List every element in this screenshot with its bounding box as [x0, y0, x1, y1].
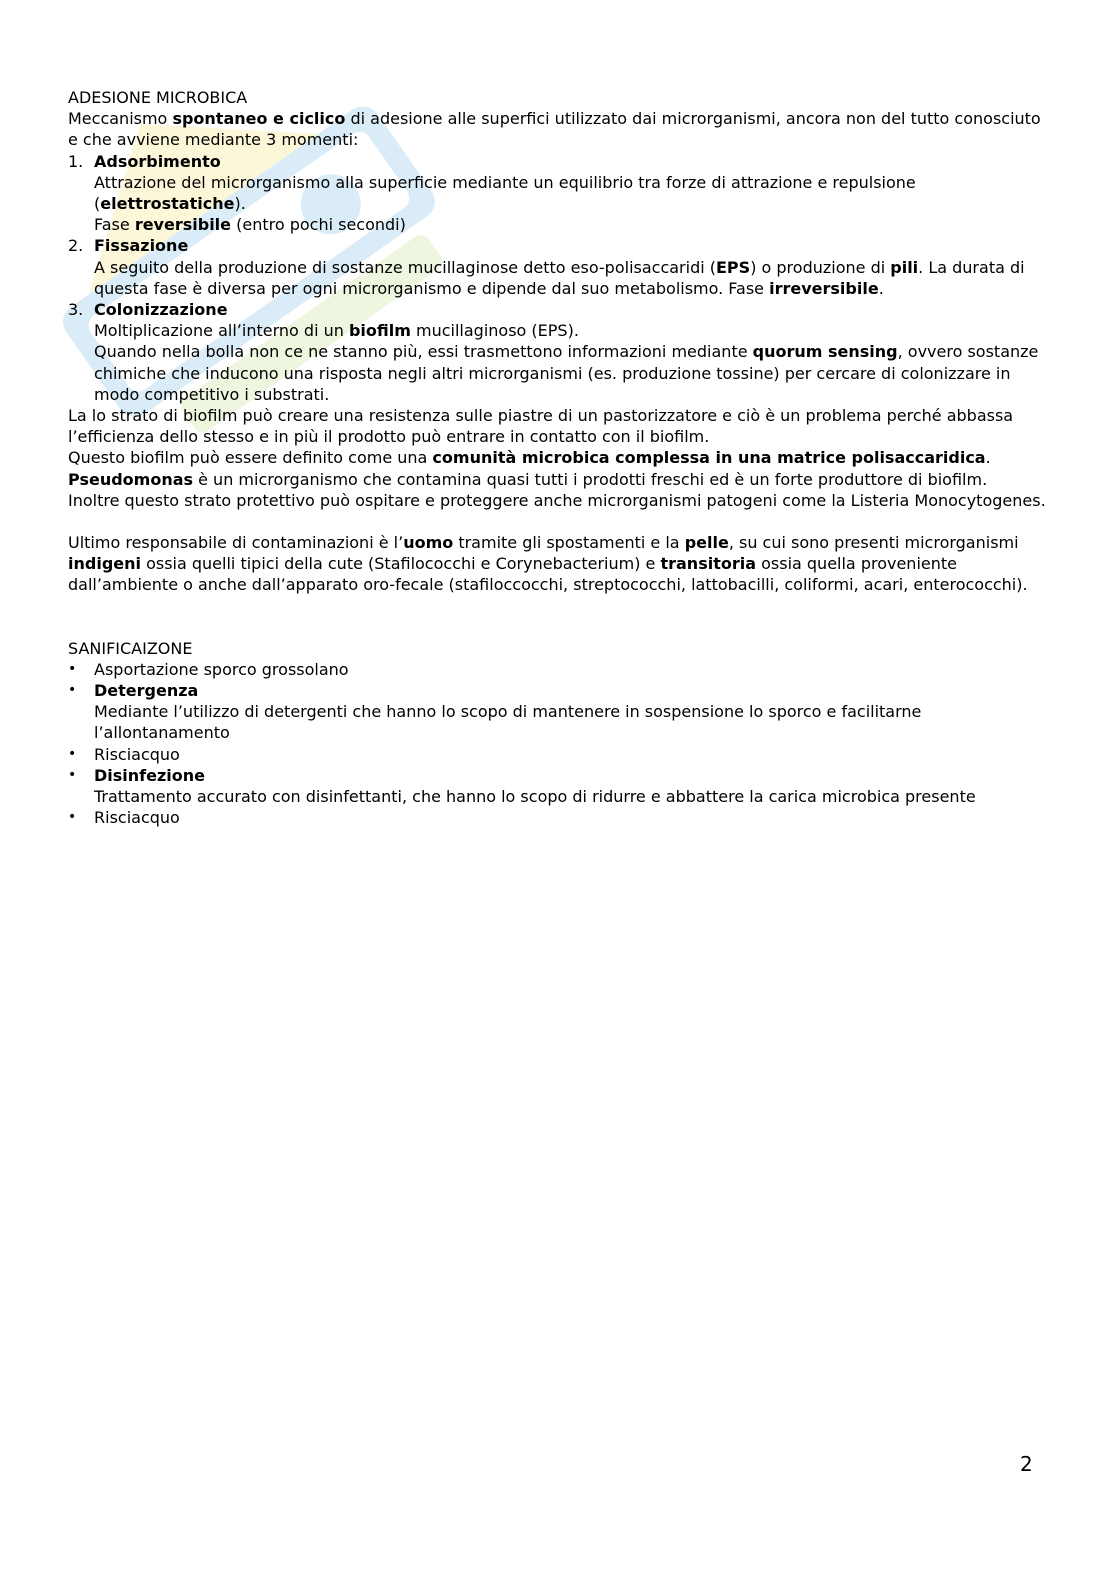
text-run: ossia quelli tipici della cute (Stafilococchi e Corynebacterium) e: [141, 554, 661, 574]
bold-text: transitoria: [660, 554, 757, 574]
sanificazione-item: [68, 680, 1048, 744]
text-run: . La durata di questa fase è diversa per ogni microrganismo e dipende dal suo metabolismo. Fase: [94, 257, 1025, 298]
sanificazione-item: [68, 659, 1048, 680]
bold-text: indigeni: [68, 554, 141, 574]
sanificazione-item-description: Mediante l’utilizzo di detergenti che hanno lo scopo di mantenere in sospensione lo sporco e facilitarne l’allontanamento: [94, 702, 922, 743]
text-run: .: [985, 448, 991, 468]
step-description: [94, 172, 1048, 214]
text-run: Fase: [94, 215, 135, 235]
text-run: , su cui sono presenti microrganismi: [728, 533, 1019, 553]
text-run: ) o produzione di: [750, 257, 891, 277]
uomo-paragraph: [68, 532, 1048, 596]
page-number: 2: [1020, 1452, 1033, 1476]
bold-text: EPS: [716, 257, 751, 277]
bold-text: spontaneo e ciclico: [172, 109, 346, 129]
steps-list: [68, 151, 1048, 405]
step-item: [68, 235, 1048, 299]
bold-text: Pseudomonas: [68, 469, 194, 489]
biofilm-paragraph: [68, 405, 1048, 447]
biofilm-paragraph: [68, 447, 1048, 468]
bullet-icon: •: [68, 660, 77, 677]
sanificazione-item: [68, 765, 1048, 807]
sanificazione-item-title: Disinfezione: [94, 765, 206, 785]
sanificazione-item-description: Trattamento accurato con disinfettanti, che hanno lo scopo di ridurre e abbattere la carica microbica presente: [94, 787, 976, 807]
sanificazione-item-title: Risciacquo: [94, 744, 180, 764]
text-run: tramite gli spostamenti e la: [453, 533, 685, 553]
step-title: Adsorbimento: [94, 151, 221, 171]
text-run: .: [878, 278, 884, 298]
text-run: ossia quella proveniente dall’ambiente o anche dall’apparato oro-fecale (stafiloccocchi, streptococchi, lattobacilli, coliformi, acari, enterococchi).: [68, 554, 1028, 595]
section-heading-sanificazione: SANIFICAIZONE: [68, 638, 193, 658]
text-run: Inoltre questo strato protettivo può ospitare e proteggere anche microrganismi patogeni come la Listeria Monocytogenes.: [68, 490, 1046, 510]
text-run: Moltiplicazione all’interno di un: [94, 321, 349, 341]
text-run: ).: [234, 194, 246, 214]
bullet-icon: •: [68, 809, 77, 826]
text-run: Questo biofilm può essere definito come una: [68, 448, 433, 468]
text-run: Attrazione del microrganismo alla superficie mediante un equilibrio tra forze di attrazione e repulsione (: [94, 172, 916, 214]
text-run: , ovvero sostanze chimiche che inducono una risposta negli altri microrganismi (es. produzione tossine) per cercare di colonizzare in modo competitivo i substrati.: [94, 342, 1039, 404]
text-run: mucillaginoso (EPS).: [410, 321, 579, 341]
document-body: [68, 87, 1048, 829]
step-description: [94, 214, 1048, 235]
bold-text: comunità microbica complessa in una matrice polisaccaridica: [432, 448, 986, 468]
step-number: 3.: [68, 300, 84, 320]
bold-text: quorum sensing: [752, 342, 898, 362]
text-run: Meccanismo: [68, 109, 173, 129]
sanificazione-item-title: Detergenza: [94, 681, 199, 701]
step-title: Fissazione: [94, 236, 189, 256]
step-description: [94, 257, 1048, 299]
step-number: 1.: [68, 151, 84, 171]
text-run: di adesione alle superfici utilizzato dai microrganismi, ancora non del tutto conosciuto e che avviene mediante 3 momenti:: [68, 109, 1041, 150]
section-heading-adesione: ADESIONE MICROBICA: [68, 88, 248, 107]
step-description: [94, 320, 1048, 341]
bold-text: irreversibile: [769, 278, 879, 298]
bold-text: pili: [890, 257, 919, 277]
text-run: (entro pochi secondi): [231, 215, 406, 235]
bullet-icon: •: [68, 745, 77, 762]
step-description: [94, 341, 1048, 405]
text-run: A seguito della produzione di sostanze mucillaginose detto eso-polisaccaridi (: [94, 257, 716, 277]
text-run: La lo strato di biofilm può creare una resistenza sulle piastre di un pastorizzatore e ciò è un problema perché abbassa l’efficienza dello stesso e in più il prodotto può entrare in contatto con il biofilm.: [68, 406, 1014, 447]
step-title: Colonizzazione: [94, 300, 228, 320]
after-paragraphs: [68, 405, 1048, 511]
text-run: Quando nella bolla non ce ne stanno più, essi trasmettono informazioni mediante: [94, 342, 753, 362]
biofilm-paragraph: [68, 490, 1048, 511]
sanificazione-item-title: Asportazione sporco grossolano: [94, 659, 349, 679]
bold-text: elettrostatiche: [100, 194, 235, 214]
bold-text: biofilm: [348, 321, 411, 341]
step-number: 2.: [68, 236, 84, 256]
text-run: Ultimo responsabile di contaminazioni è l’: [68, 533, 404, 553]
step-item: [68, 299, 1048, 405]
bold-text: pelle: [684, 533, 729, 553]
bullet-icon: •: [68, 682, 77, 699]
sanificazione-item: [68, 807, 1048, 828]
bold-text: uomo: [403, 533, 454, 553]
bullet-icon: •: [68, 766, 77, 783]
step-item: [68, 151, 1048, 236]
intro-paragraph: [68, 108, 1048, 150]
bold-text: reversibile: [134, 215, 232, 235]
sanificazione-item-title: Risciacquo: [94, 808, 180, 828]
sanificazione-list: [68, 659, 1048, 829]
sanificazione-item: [68, 744, 1048, 765]
text-run: è un microrganismo che contamina quasi tutti i prodotti freschi ed è un forte produttore di biofilm.: [193, 469, 988, 489]
biofilm-paragraph: [68, 469, 1048, 490]
